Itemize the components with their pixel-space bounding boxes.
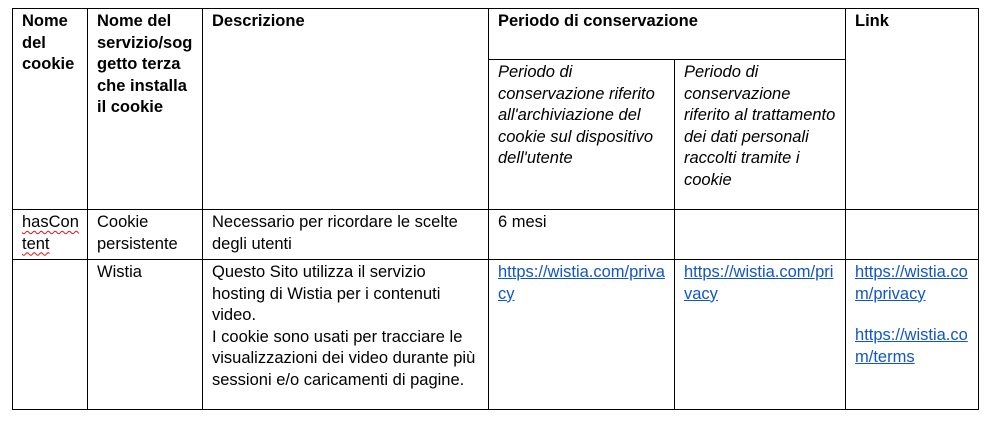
cookie-table [12,8,979,410]
terms-link[interactable]: https://wistia.com/terms [855,326,968,366]
header-link: Link [846,9,979,210]
processing-cell [675,210,846,260]
link-cell [846,260,979,410]
privacy-link[interactable]: https://wistia.com/privacy [855,263,968,303]
header-service: Nome del servizio/soggetto terza che installa il cookie [88,9,203,210]
subheader-storage: Periodo di conservazione riferito all'archiviazione del cookie sul dispositivo dell'utente [489,60,675,210]
header-row [13,9,979,60]
storage-cell: 6 mesi [489,210,675,260]
service-cell: Wistia [88,260,203,410]
description-cell [203,260,489,410]
description-text: I cookie sono usati per tracciare le visualizzazioni dei video durante più sessioni e/o caricamenti di pagine. [212,327,476,389]
description-cell: Necessario per ricordare le scelte degli utenti [203,210,489,260]
subheader-processing: Periodo di conservazione riferito al trattamento dei dati personali raccolti tramite i cookie [675,60,846,210]
header-description: Descrizione [203,9,489,210]
privacy-link[interactable]: https://wistia.com/privacy [498,263,665,303]
link-cell [846,210,979,260]
description-text: Questo Sito utilizza il servizio hosting di Wistia per i contenuti video. [212,263,441,324]
table-row [13,210,979,260]
cookie-name-cell [13,210,88,260]
header-retention: Periodo di conservazione [489,9,846,60]
storage-cell [489,260,675,410]
table-row [13,260,979,410]
header-cookie-name: Nome del cookie [13,9,88,210]
cookie-name: hasContent [22,213,79,253]
privacy-link[interactable]: https://wistia.com/privacy [684,263,834,303]
processing-cell [675,260,846,410]
cookie-name-cell [13,260,88,410]
service-cell: Cookie persistente [88,210,203,260]
